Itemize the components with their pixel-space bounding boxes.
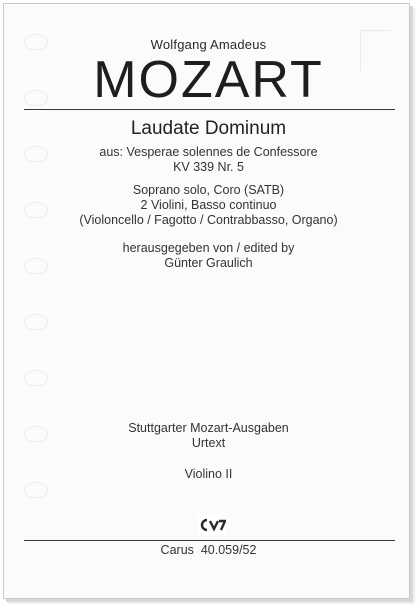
top-divider	[24, 109, 395, 110]
series-name: Stuttgarter Mozart-Ausgaben	[128, 421, 289, 435]
instrument-part: Violino II	[184, 467, 233, 481]
work-title: Laudate Dominum	[130, 118, 287, 139]
publisher-catalog-number: Carus 40.059/52	[160, 543, 257, 557]
editor-label: herausgegeben von / edited by	[122, 241, 295, 255]
bottom-divider	[24, 540, 395, 541]
work-source: aus: Vesperae solennes de Confessore	[99, 145, 318, 159]
edition-type: Urtext	[191, 436, 226, 450]
scoring-line: (Violoncello / Fagotto / Contrabbasso, Organo)	[79, 213, 338, 227]
carus-logo-icon	[198, 515, 226, 535]
catalog-reference: KV 339 Nr. 5	[173, 160, 244, 174]
editor-name: Günter Graulich	[164, 256, 253, 270]
composer-surname: MOZART	[93, 51, 324, 109]
scoring-line: Soprano solo, Coro (SATB)	[132, 183, 285, 197]
composer-given-names: Wolfgang Amadeus	[150, 37, 267, 52]
scoring-line: 2 Violini, Basso continuo	[140, 198, 277, 212]
